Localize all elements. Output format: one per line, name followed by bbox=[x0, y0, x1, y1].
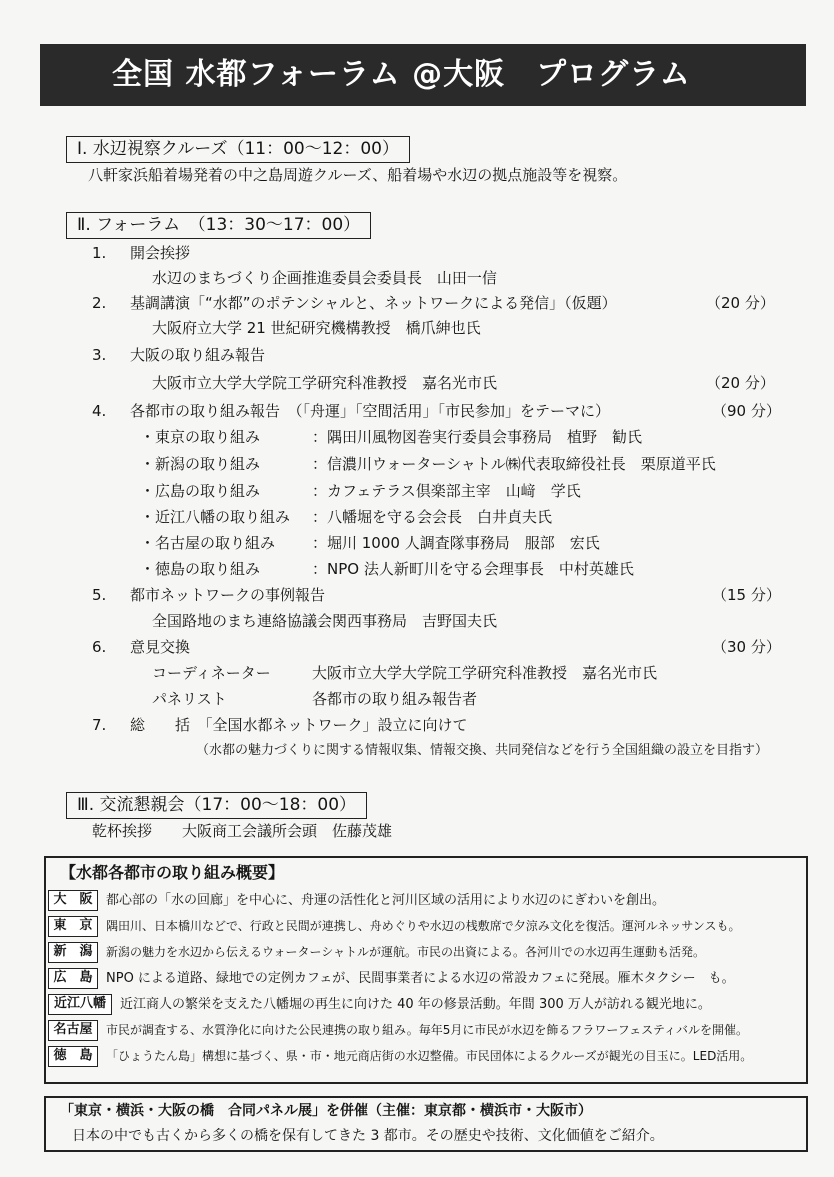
city-detail: ：八幡堀を守る会会長 白井貞夫氏 bbox=[312, 508, 553, 526]
item-detail: 全国路地のまち連絡協議会関西事務局 吉野国夫氏 bbox=[152, 612, 498, 630]
item-title: 開会挨拶 bbox=[130, 244, 191, 262]
city-tag: 広 島 bbox=[48, 968, 98, 989]
item-title: 都市ネットワークの事例報告 bbox=[130, 586, 326, 604]
city-name: ・広島の取り組み bbox=[140, 482, 261, 500]
city-name: ・名古屋の取り組み bbox=[140, 534, 276, 552]
item-time: （20 分） bbox=[706, 294, 775, 312]
item-title: 各都市の取り組み報告 （「舟運」「空間活用」「市民参加」をテーマに） bbox=[130, 402, 611, 420]
item-time: （15 分） bbox=[712, 586, 781, 604]
section-2-header: Ⅱ. フォーラム （13：30～17：00） bbox=[66, 212, 371, 239]
city-tag: 徳 島 bbox=[48, 1046, 98, 1067]
section-3-description: 乾杯挨拶 大阪商工会議所会頭 佐藤茂雄 bbox=[92, 822, 393, 840]
city-tag: 近江八幡 bbox=[48, 994, 112, 1015]
city-summary: 「ひょうたん島」構想に基づく、県・市・地元商店街の水辺整備。市民団体によるクルーズが観光の目玉に。LED活用。 bbox=[106, 1049, 753, 1063]
panelist-label: パネリスト bbox=[152, 690, 227, 708]
city-name: ・東京の取り組み bbox=[140, 428, 261, 446]
panelist-value: 各都市の取り組み報告者 bbox=[312, 690, 478, 708]
city-name: ・徳島の取り組み bbox=[140, 560, 261, 578]
item-number: 6. bbox=[92, 638, 107, 656]
city-name: ・近江八幡の取り組み bbox=[140, 508, 291, 526]
section-1-header: Ⅰ. 水辺視察クルーズ（11：00～12：00） bbox=[66, 136, 410, 163]
city-name: ・新潟の取り組み bbox=[140, 455, 261, 473]
item-detail: （水都の魅力づくりに関する情報収集、情報交換、共同発信などを行う全国組織の設立を目指す） bbox=[196, 743, 769, 758]
item-number: 2. bbox=[92, 294, 107, 312]
city-tag: 東 京 bbox=[48, 916, 98, 937]
item-number: 7. bbox=[92, 716, 107, 734]
notice-text: 日本の中でも古くから多くの橋を保有してきた 3 都市。その歴史や技術、文化価値をご紹介。 bbox=[72, 1128, 664, 1144]
item-title: 基調講演「“水都”のポテンシャルと、ネットワークによる発信」（仮題） bbox=[130, 294, 617, 312]
coordinator-value: 大阪市立大学大学院工学研究科准教授 嘉名光市氏 bbox=[312, 664, 658, 682]
city-summary: 近江商人の繁栄を支えた八幡堀の再生に向けた 40 年の修景活動。年間 300 万人が訪れる観光地に。 bbox=[120, 997, 711, 1012]
item-time: （30 分） bbox=[712, 638, 781, 656]
item-time: （90 分） bbox=[712, 402, 781, 420]
item-time: （20 分） bbox=[706, 374, 775, 392]
city-detail: ：カフェテラス倶楽部主宰 山﨑 学氏 bbox=[312, 482, 581, 500]
item-number: 1. bbox=[92, 244, 107, 262]
city-summary: 市民が調査する、水質浄化に向けた公民連携の取り組み。毎年5月に市民が水辺を飾るフラワーフェスティバルを開催。 bbox=[106, 1023, 748, 1037]
city-summary: NPO による道路、緑地での定例カフェが、民間事業者による水辺の常設カフェに発展。雁木タクシー も。 bbox=[106, 971, 735, 986]
item-number: 4. bbox=[92, 402, 107, 420]
city-detail: ：隅田川風物図巻実行委員会事務局 植野 勧氏 bbox=[312, 428, 643, 446]
city-summary: 隅田川、日本橋川などで、行政と民間が連携し、舟めぐりや水辺の桟敷席で夕涼み文化を復活。運河ルネッサンスも。 bbox=[106, 919, 741, 933]
section-3-header: Ⅲ. 交流懇親会（17：00～18：00） bbox=[66, 792, 367, 819]
item-detail: 水辺のまちづくり企画推進委員会委員長 山田一信 bbox=[152, 269, 497, 287]
city-tag: 大 阪 bbox=[48, 890, 98, 911]
city-detail: ：NPO 法人新町川を守る会理事長 中村英雄氏 bbox=[312, 560, 634, 578]
item-detail: 大阪市立大学大学院工学研究科准教授 嘉名光市氏 bbox=[152, 374, 498, 392]
item-number: 5. bbox=[92, 586, 107, 604]
city-summary: 新潟の魅力を水辺から伝えるウォーターシャトルが運航。市民の出資による。各河川での水辺再生運動も活発。 bbox=[106, 945, 706, 959]
item-title: 大阪の取り組み報告 bbox=[130, 346, 266, 364]
section-1-description: 八軒家浜船着場発着の中之島周遊クルーズ、船着場や水辺の拠点施設等を視察。 bbox=[88, 166, 628, 184]
coordinator-label: コーディネーター bbox=[152, 664, 271, 682]
item-title: 意見交換 bbox=[130, 638, 191, 656]
page-title: 全国 水都フォーラム @大阪 プログラム bbox=[40, 44, 806, 106]
notice-title: 「東京・横浜・大阪の橋 合同パネル展」を併催（主催：東京都・横浜市・大阪市） bbox=[60, 1103, 592, 1119]
summary-title: 【水都各都市の取り組み概要】 bbox=[60, 863, 285, 882]
city-detail: ：信濃川ウォーターシャトル㈱代表取締役社長 栗原道平氏 bbox=[312, 455, 716, 473]
item-title: 総 括 「全国水都ネットワーク」設立に向けて bbox=[130, 716, 468, 734]
city-detail: ：堀川 1000 人調査隊事務局 服部 宏氏 bbox=[312, 534, 600, 552]
item-number: 3. bbox=[92, 346, 107, 364]
city-summary: 都心部の「水の回廊」を中心に、舟運の活性化と河川区域の活用により水辺のにぎわいを創出。 bbox=[106, 893, 666, 908]
city-tag: 名古屋 bbox=[48, 1020, 98, 1041]
city-tag: 新 潟 bbox=[48, 942, 98, 963]
item-detail: 大阪府立大学 21 世紀研究機構教授 橋爪紳也氏 bbox=[152, 319, 481, 337]
